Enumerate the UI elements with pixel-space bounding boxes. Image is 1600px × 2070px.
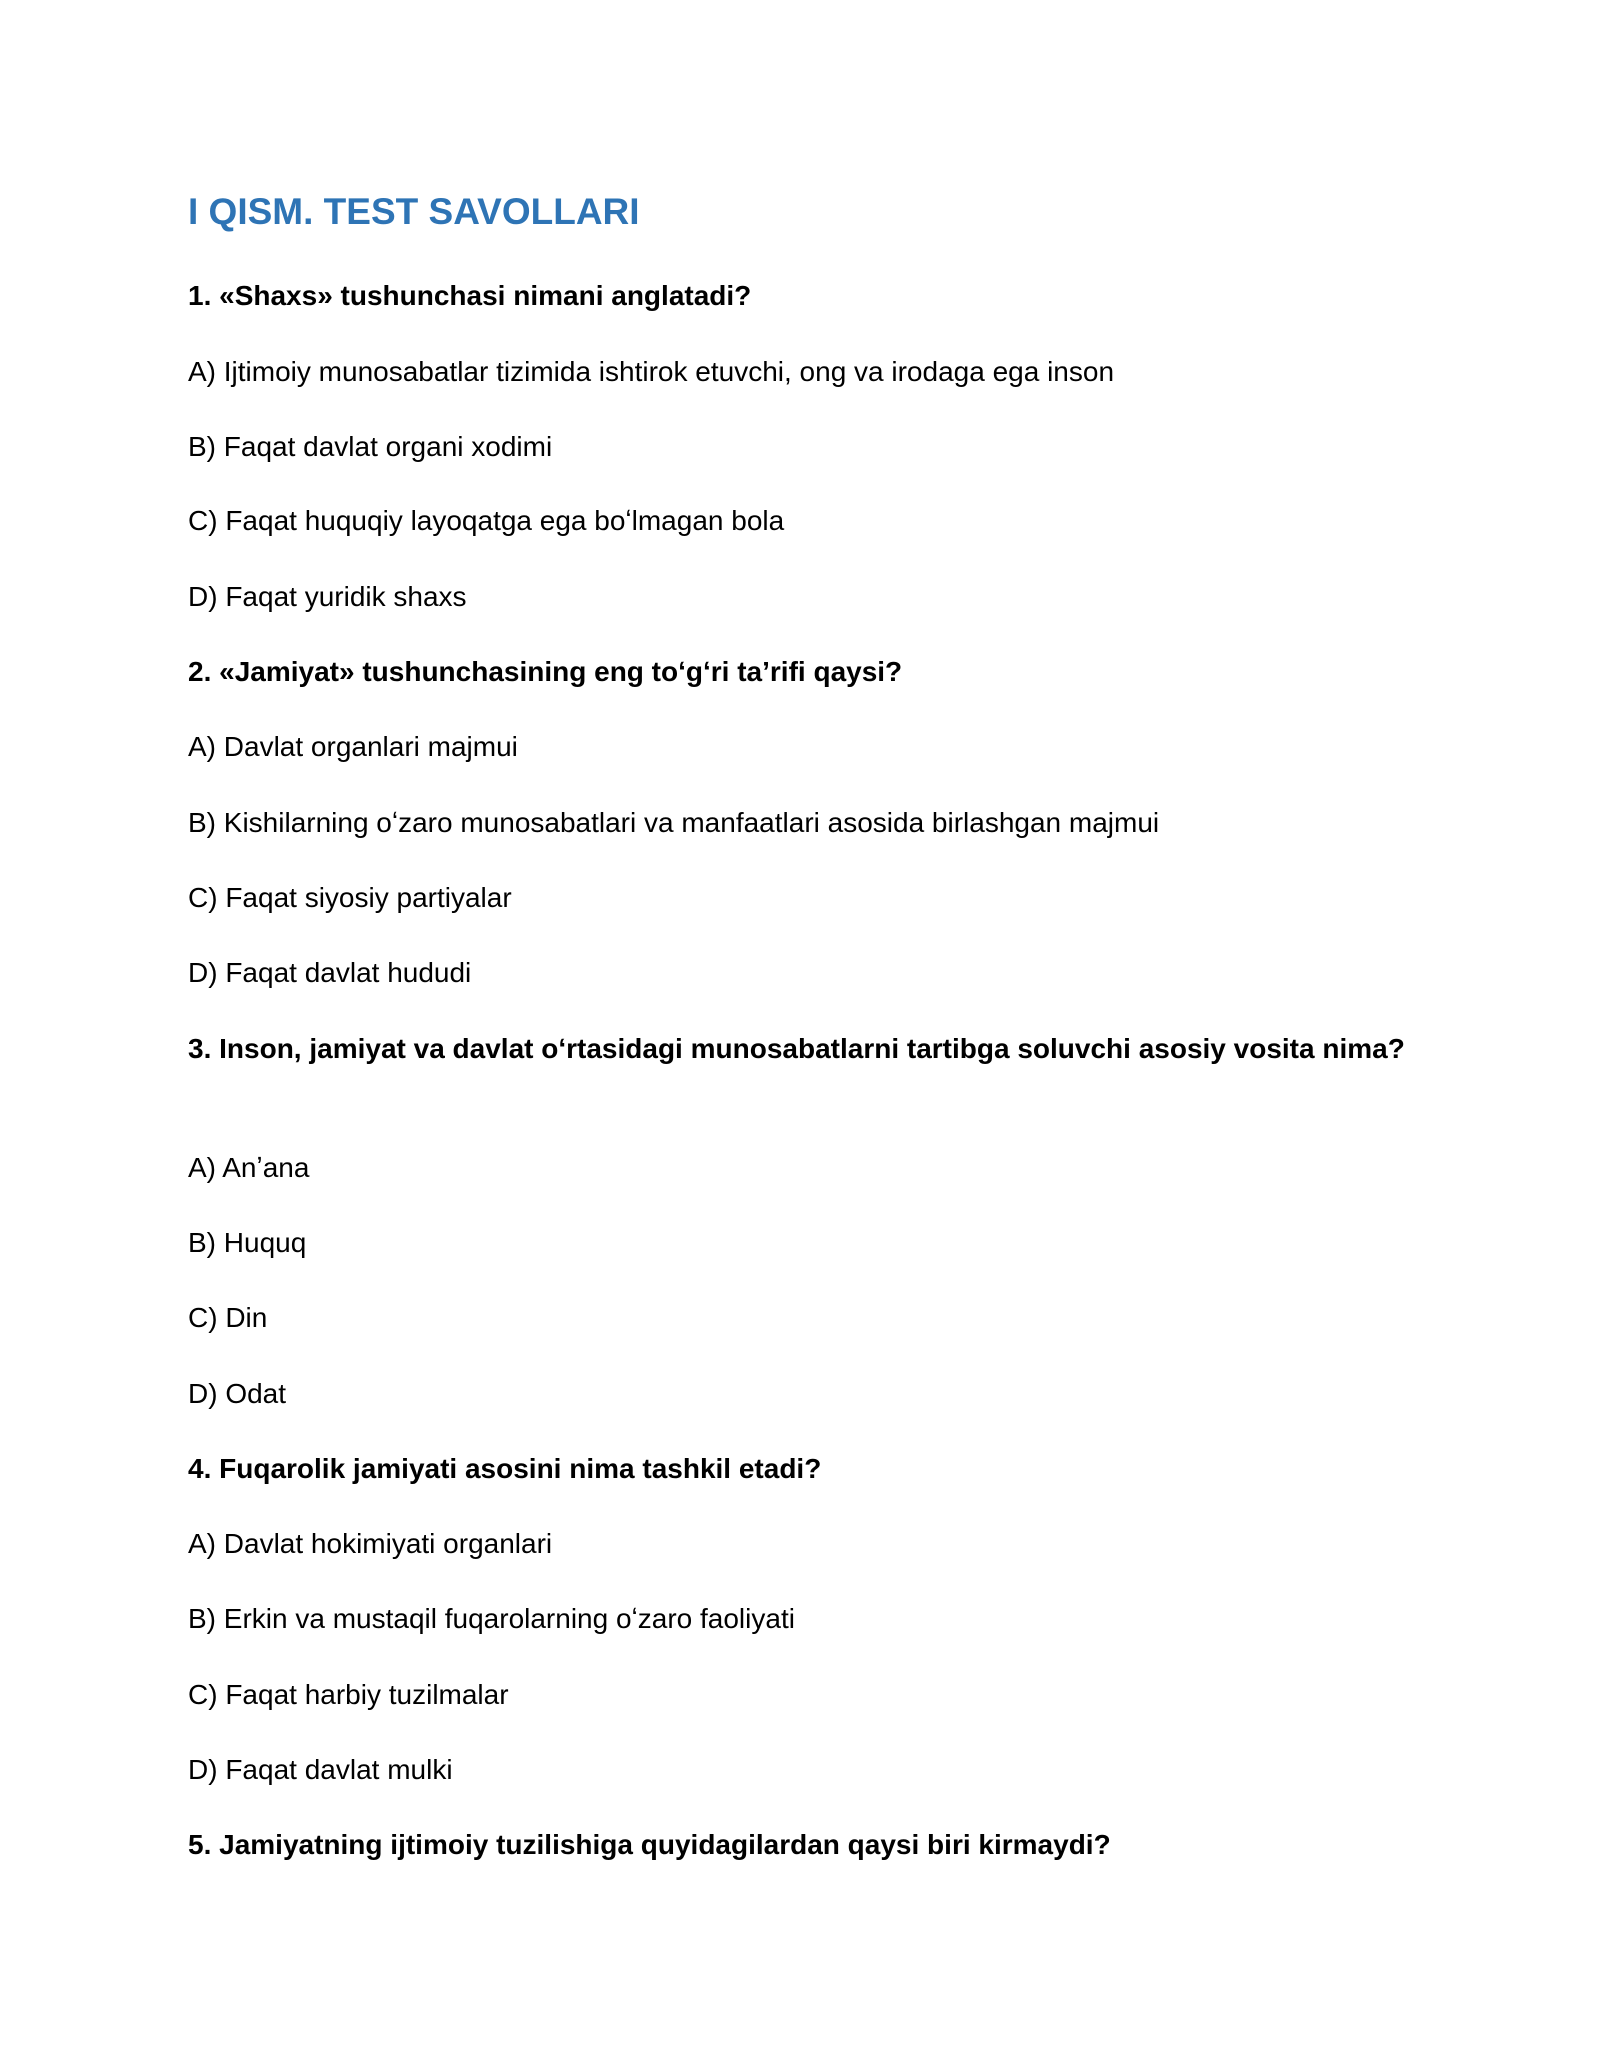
question-1-option-a: A) Ijtimoiy munosabatlar tizimida ishtirok etuvchi, ong va irodaga ega inson <box>188 356 1115 387</box>
question-2: 2. «Jamiyat» tushunchasining eng toʻgʻri taʼrifi qaysi? <box>188 656 903 687</box>
question-3: 3. Inson, jamiyat va davlat oʻrtasidagi munosabatlarni tartibga soluvchi asosiy vosita nima? <box>188 1033 1405 1064</box>
question-3-option-d: D) Odat <box>188 1378 287 1409</box>
question-3-option-a: A) Anʼana <box>188 1152 310 1183</box>
question-5: 5. Jamiyatning ijtimoiy tuzilishiga quyidagilardan qaysi biri kirmaydi? <box>188 1829 1111 1860</box>
question-4-option-d: D) Faqat davlat mulki <box>188 1754 453 1785</box>
question-4: 4. Fuqarolik jamiyati asosini nima tashkil etadi? <box>188 1453 822 1484</box>
question-4-option-b: B) Erkin va mustaqil fuqarolarning oʻzaro faoliyati <box>188 1603 795 1634</box>
question-4-option-a: A) Davlat hokimiyati organlari <box>188 1528 553 1559</box>
question-2-option-a: A) Davlat organlari majmui <box>188 731 518 762</box>
question-1: 1. «Shaxs» tushunchasi nimani anglatadi? <box>188 280 752 311</box>
question-2-option-c: C) Faqat siyosiy partiyalar <box>188 882 512 913</box>
question-1-option-c: C) Faqat huquqiy layoqatga ega boʻlmagan bola <box>188 505 785 536</box>
section-title: I QISM. TEST SAVOLLARI <box>188 191 640 232</box>
question-4-option-c: C) Faqat harbiy tuzilmalar <box>188 1679 509 1710</box>
question-3-option-b: B) Huquq <box>188 1227 307 1258</box>
question-2-option-d: D) Faqat davlat hududi <box>188 957 472 988</box>
question-3-option-c: C) Din <box>188 1302 268 1333</box>
question-1-option-b: B) Faqat davlat organi xodimi <box>188 431 553 462</box>
question-1-option-d: D) Faqat yuridik shaxs <box>188 581 467 612</box>
question-2-option-b: B) Kishilarning oʻzaro munosabatlari va manfaatlari asosida birlashgan majmui <box>188 807 1160 838</box>
